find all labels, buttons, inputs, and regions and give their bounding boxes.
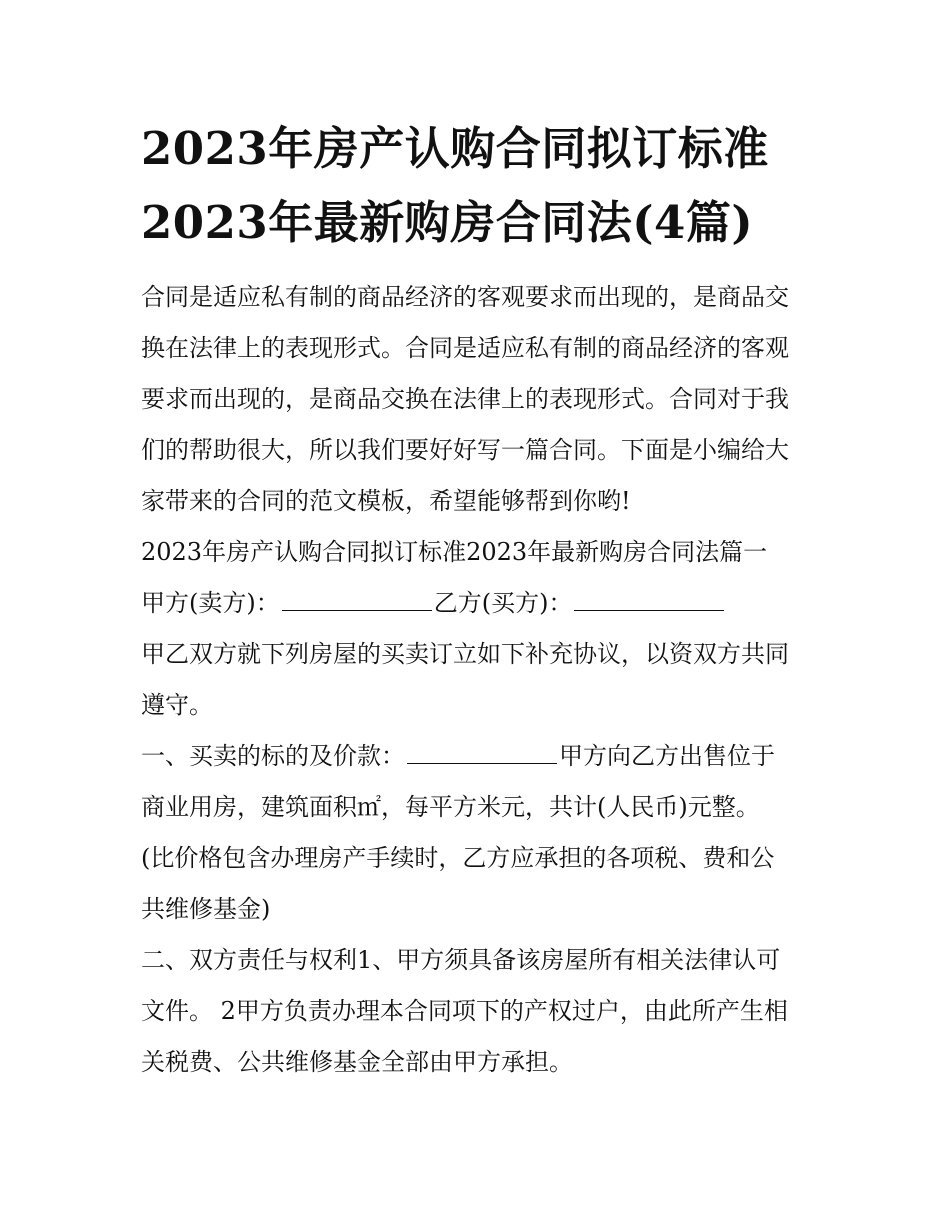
clause-1-line: 商业用房，建筑面积㎡，每平方米元，共计(人民币)元整。 xyxy=(141,793,760,821)
intro-line: 换在法律上的表现形式。合同是适应私有制的商品经济的客观 xyxy=(141,334,789,362)
clause-1-prefix: 一、买卖的标的及价款： xyxy=(141,742,405,770)
agreement-paragraph xyxy=(141,629,813,731)
section-heading: 2023年房产认购合同拟订标准2023年最新购房合同法篇一 xyxy=(141,538,768,566)
clause-1-first-line xyxy=(141,731,813,782)
clause-2-line: 文件。 2甲方负责办理本合同项下的产权过户，由此所产生相 xyxy=(141,997,788,1025)
clause-2-line: 二、双方责任与权利1、甲方须具备该房屋所有相关法律认可 xyxy=(141,946,781,974)
agreement-line: 甲乙双方就下列房屋的买卖订立如下补充协议，以资双方共同 xyxy=(141,640,789,668)
intro-line: 们的帮助很大，所以我们要好好写一篇合同。下面是小编给大 xyxy=(141,436,789,464)
clause-1 xyxy=(141,731,813,935)
clause-1-blank xyxy=(407,735,557,764)
title-line-1: 2023年房产认购合同拟订标准 xyxy=(141,122,769,175)
clause-1-suffix: 甲方向乙方出售位于 xyxy=(559,742,775,770)
document-page xyxy=(141,112,813,1088)
parties-line xyxy=(141,578,813,629)
clause-1-line: (比价格包含办理房产手续时，乙方应承担的各项税、费和公 xyxy=(141,844,775,872)
clause-1-line: 共维修基金) xyxy=(141,895,271,923)
intro-paragraph xyxy=(141,272,813,527)
document-body xyxy=(141,272,813,1088)
party-b-label: 乙方(买方)： xyxy=(433,589,573,617)
party-a-blank xyxy=(282,582,432,611)
clause-2-line: 关税费、公共维修基金全部由甲方承担。 xyxy=(141,1048,573,1076)
intro-line: 合同是适应私有制的商品经济的客观要求而出现的，是商品交 xyxy=(141,283,789,311)
intro-line: 要求而出现的，是商品交换在法律上的表现形式。合同对于我 xyxy=(141,385,789,413)
clause-2 xyxy=(141,935,813,1088)
title-line-2: 2023年最新购房合同法(4篇) xyxy=(141,196,754,249)
agreement-line: 遵守。 xyxy=(141,691,213,719)
document-title xyxy=(141,112,813,260)
party-a-label: 甲方(卖方)： xyxy=(141,589,280,617)
intro-line: 家带来的合同的范文模板，希望能够帮到你哟! xyxy=(141,487,631,515)
party-b-blank xyxy=(574,582,724,611)
